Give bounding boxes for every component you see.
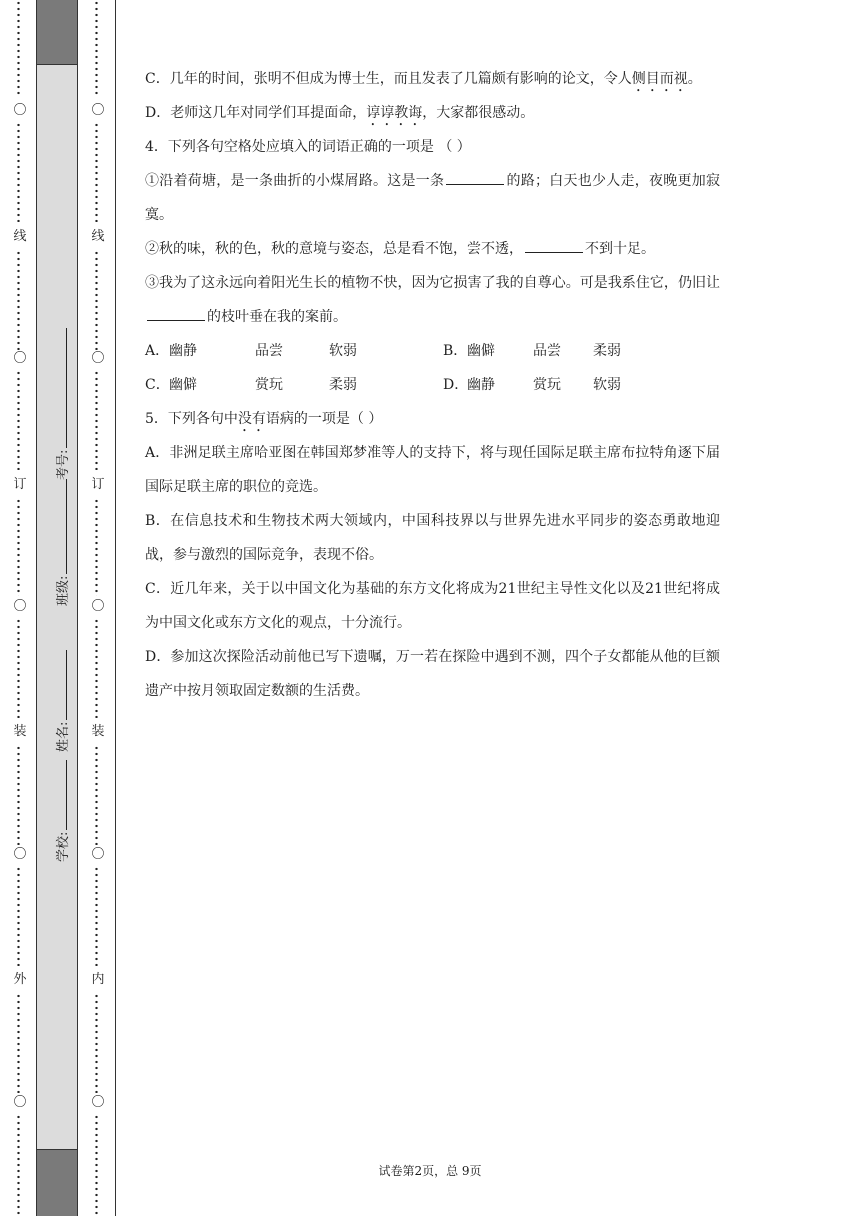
circle-mark: 〇 xyxy=(13,351,27,366)
circle-mark: 〇 xyxy=(13,1095,27,1110)
q4-options-row-2 xyxy=(145,368,720,402)
outer-cut-line xyxy=(11,0,29,1216)
band-cap-top xyxy=(37,0,77,65)
class-label: 班级: xyxy=(56,575,71,606)
answer-blank[interactable] xyxy=(525,235,583,253)
circle-mark: 〇 xyxy=(13,847,27,862)
band-cap-bottom xyxy=(37,1149,77,1216)
circle-mark: 〇 xyxy=(91,847,105,862)
circle-mark: 〇 xyxy=(13,599,27,614)
number-label: 考号: xyxy=(56,449,71,480)
q5-option-b[interactable]: B．在信息技术和生物技术两大领域内，中国科技界以与世界先进水平同步的姿态勇敢地迎战，参与激烈的国际竞争，表现不俗。 xyxy=(145,513,720,563)
inner-label-xian: 线 xyxy=(91,229,105,244)
emphasized-text: 没有 xyxy=(237,411,266,427)
q5-option-d[interactable]: D．参加这次探险活动前他已写下遗嘱，万一若在探险中遇到不测，四个子女都能从他的巨额遗产中按月领取固定数额的生活费。 xyxy=(145,649,720,699)
binding-margin xyxy=(0,0,116,1216)
answer-blank[interactable] xyxy=(446,167,504,185)
outer-label-wai: 外 xyxy=(13,972,27,987)
q4-sentence-1: ①沿着荷塘，是一条曲折的小煤屑路。这是一条 的路；白天也少人走，夜晚更加寂寞。 xyxy=(145,164,720,232)
q4-option-c[interactable]: C． 幽僻 赏玩 柔弱 xyxy=(145,377,357,393)
q4-option-a[interactable]: A． 幽静 品尝 软弱 xyxy=(145,343,357,359)
outer-label-zhuang: 装 xyxy=(13,724,27,739)
q3-option-c: C．几年的时间，张明不但成为博士生，而且发表了几篇颇有影响的论文，令人侧目而视。 xyxy=(145,71,702,87)
q4-option-b[interactable]: B． 幽僻 品尝 柔弱 xyxy=(443,343,621,359)
q4-options-row-1 xyxy=(145,334,720,368)
q5-option-a[interactable]: A．非洲足联主席哈亚图在韩国郑梦准等人的支持下，将与现任国际足联主席布拉特角逐下届国际足联主席的职位的竞选。 xyxy=(145,445,720,495)
q4-sentence-3: ③我为了这永远向着阳光生长的植物不快，因为它损害了我的自尊心。可是我系住它，仍旧让的枝叶垂在我的案前。 xyxy=(145,275,720,325)
circle-mark: 〇 xyxy=(91,1095,105,1110)
q4-stem: 4．下列各句空格处应填入的词语正确的一项是 （ ） xyxy=(145,139,471,155)
q4-option-d[interactable]: D． 幽静 赏玩 软弱 xyxy=(443,377,621,393)
inner-label-ding: 订 xyxy=(91,477,105,492)
inner-label-zhuang: 装 xyxy=(91,724,105,739)
circle-mark: 〇 xyxy=(91,599,105,614)
binding-band xyxy=(36,0,78,1216)
answer-blank[interactable] xyxy=(147,303,205,321)
inner-label-nei: 内 xyxy=(91,972,105,987)
exam-content xyxy=(145,62,720,708)
page-footer: 试卷第2页，总 9页 xyxy=(378,1164,482,1178)
q4-sentence-2: ②秋的味，秋的色，秋的意境与姿态，总是看不饱，尝不透， 不到十足。 xyxy=(145,232,720,266)
name-label: 姓名: xyxy=(56,721,71,752)
q5-stem: 5．下列各句中没有语病的一项是（ ） xyxy=(145,411,383,427)
circle-mark: 〇 xyxy=(13,103,27,118)
school-label: 学校: xyxy=(56,831,71,862)
margin-rule xyxy=(115,0,116,1216)
emphasized-text: 谆谆教诲 xyxy=(366,105,423,121)
inner-cut-line xyxy=(89,0,107,1216)
circle-mark: 〇 xyxy=(91,351,105,366)
outer-label-ding: 订 xyxy=(13,477,27,492)
outer-label-xian: 线 xyxy=(13,229,27,244)
emphasized-text: 视 xyxy=(673,71,688,87)
q3-option-d: D．老师这几年对同学们耳提面命，谆谆教诲，大家都很感动。 xyxy=(145,105,535,121)
emphasized-text: 侧目而 xyxy=(631,71,674,87)
circle-mark: 〇 xyxy=(91,103,105,118)
q5-option-c[interactable]: C．近几年来，关于以中国文化为基础的东方文化将成为21世纪主导性文化以及21世纪将成为中国文化或东方文化的观点，十分流行。 xyxy=(145,581,720,631)
